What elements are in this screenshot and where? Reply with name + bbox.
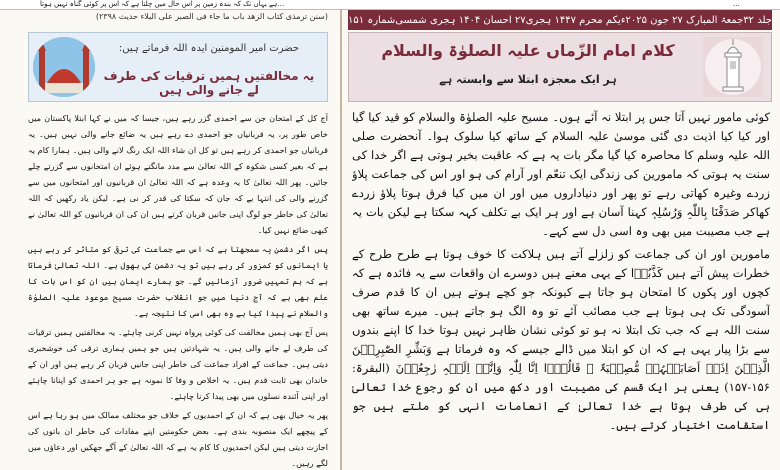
right-paragraph: مامورین اور ان کی جماعت کو زلزلے آتے ہیں ہلاکت کا خوف ہوتا ہے طرح طرح کے خطرات پیش آتے ہیں کَذَّبُوۡا کے یہی معنے ہیں دوسرے ان واقعات سے یہ فائدہ ہے کہ کچوں اور پکوں کا امتحان ہو جاتا ہے کیونکہ جو کچے ہوتے ہیں ان کا قدم صرف آسودگی تک ہی ہوتا ہے جب مصائب آئے تو وہ الگ ہو جاتے ہیں۔ میرے ساتھ بھی سنت اللہ ہے کہ جب تک ابتلا نہ ہو تو کوئی نشان ظاہر نہیں ہوتا خدا کا اپنے بندوں سے بڑا پیار یہی ہے کہ ان کو ابتلا میں ڈالے جیسے کہ وہ فرماتا ہے وَبَشِّرِ الصّٰبِرِیۡنَ الَّذِیۡنَ اِذَاۤ اَصَابَتۡہُمۡ مُّصِیۡبَۃٌ ۙ قَالُوۡۤا اِنَّا لِلّٰہِ وَاِنَّاۤ اِلَیۡہِ رٰجِعُوۡنَ (البقرۃ: ۱۵۶-۱۵۷) یعنی ہر ایک قسم کی مصیبت اور دکھ میں ان کو رجوع خدا تعالیٰ ہی کی طرف ہوتا ہے خدا تعالیٰ کے انعامات انہی کو ملتے ہیں جو استقامت اختیار کرتے ہیں۔	[352, 247, 770, 432]
left-paragraph: پھر یہ خیال بھی ہے کہ ان کے احمدیوں کے خلاف جو مختلف ممالک میں ہو رہا ہے اس کے پیچھے ایک منصوبہ بندی ہے۔ بعض حکومتیں اپنے مفادات کی خاطر ان باتوں کی اجازت دیتی ہیں لیکن احمدیوں کا کام یہ ہے کہ اللہ تعالیٰ کے آگے جھکیں اور دعاؤں میں لگے رہیں۔	[28, 410, 328, 468]
left-header-banner	[28, 32, 328, 102]
issue-number: شمارہ ۱۵۱	[348, 14, 396, 26]
top-strip	[0, 0, 780, 10]
column-divider	[340, 10, 342, 470]
right-header-banner	[348, 32, 772, 102]
right-article-body	[352, 108, 770, 470]
top-strip-right: …	[733, 0, 740, 8]
left-paragraph: پس آج بھی ہمیں مخالفت کی کوئی پرواہ نہیں کرنی چاہئے۔ یہ مخالفتیں ہمیں ترقیات کی طرف لے جانے والی ہیں۔ یہ شہادتیں ہیں جو ہمیں ہماری ترقی کی خوشخبری دیتی ہیں۔ جماعت کے افراد جماعت کی خاطر اپنی جانیں قربان کر رہے ہیں اور ان کے خاندان بھی ثابت قدم ہیں۔ یہ اخلاص و وفا کا نمونہ ہے جو ہر احمدی کو اپنانا چاہئے اور اپنی آئندہ نسلوں میں بھی پیدا کرنا چاہئے۔	[28, 327, 328, 401]
right-title: کلام امام الزّماں علیہ الصلوٰۃ والسلام	[381, 41, 675, 60]
date-bar	[348, 10, 772, 30]
hadith-reference: (سنن ترمذی کتاب الزھد باب ما جاء فی الصبر علی البلاء حدیث ۲۳۹۸)	[95, 12, 328, 21]
hijri-date: یکم محرم ۱۴۴۷ ہجری	[525, 14, 621, 26]
mosque-icon	[33, 37, 95, 97]
gregorian-date: جمعۃ المبارک ۲۷ جون ۲۰۲۵ء	[620, 14, 744, 26]
left-paragraph: آج کل کے امتحان جن سے احمدی گزر رہے ہیں، جیسا کہ میں نے کہا ابتلا پاکستان میں خاص طور پر، یہ قربانیاں جو احمدی دے رہے ہیں یہ ضائع جانے والی نہیں ہیں۔ یہ قربانیاں جو احمدی کر رہے ہیں تو کل ان شاء اللہ ایک رنگ لانے والی ہیں۔ ہمارا کام یہ ہے کہ بغیر کسی شکوہ کے اللہ تعالیٰ سے مدد مانگتے ہوئے ان امتحانوں سے گزرتے چلے جائیں۔ پھر اللہ تعالیٰ کا یہ وعدہ ہے کہ اللہ تعالیٰ ان قربانیوں اور امتحانوں میں سے گزرنے والی کی انتہا بے کہ جان کہ سکتا کی قدر کر نی ہے۔ لیکن یاد رکھیں کہ اللہ تعالیٰ کی خاطر جو لوگ اپنی جانیں قربان کرتے ہیں ان کی ان قربانیوں کو اللہ تعالیٰ نے کبھی ضائع نہیں کیا۔	[28, 113, 328, 235]
top-strip-left: …ہے یہاں تک کہ بندہ زمین پر اس حال میں چلتا ہے کہ اس پر کوئی گناہ نہیں ہوتا	[40, 0, 285, 8]
minaret-icon	[703, 37, 763, 97]
right-paragraph: کوئی مامور نہیں آتا جس پر ابتلا نہ آئے ہوں۔ مسیح علیہ الصلوٰۃ والسلام کو قید کیا گیا اور کیا کیا اذیت دی گئی موسیٰ علیہ السلام کے ساتھ کیا سلوک ہوا۔ آنحضرت صلی اللہ علیہ وسلم کا محاصرہ کیا گیا مگر بات یہ ہے کہ عاقبت بخیر ہوتی ہے اگر خدا کی سنت یہ ہوتی کہ مامورین کی زندگی ایک تنعّم اور آرام کی ہو اور اس کی جماعت پلاؤ زردے وغیرہ کھاتی رہے تو پھر اور دنیاداروں میں اور ان میں کیا فرق ہوتا پلاؤ زردے کھاکر صَدَقْنَا بِاللّٰہِ وَرُسُلِہٖ کہنا آسان ہے اور ہر ایک بے تکلف کہہ سکتا ہے لیکن بات یہ ہے جب مصیبت میں بھی وہ اسی دل سے کہے۔	[352, 110, 770, 238]
volume-label: جلد ۳۲	[743, 14, 772, 26]
right-subtitle: ہر ایک معجزہ ابتلا سے وابستہ ہے	[439, 73, 617, 86]
shamsi-date: ۲۷ احسان ۱۴۰۴ ہجری شمسی	[395, 14, 526, 26]
left-paragraph: پس اگر دشمن یہ سمجھتا ہے کہ اس سے جماعت کی ترقی کو متاثر کر رہے ہیں یا ایمانوں کو کمزور کر رہے ہیں تو یہ دشمن کی بھول ہے۔ اللہ تعالیٰ فرماتا ہے کہ ہم تمہیں ضرور آزمائیں گے۔ جو ہمارے ایمان ہیں ان کو اس بات کا علم بھی ہے کہ آج دنیا میں جو انقلاب حضرت مسیح موعود علیہ الصلوٰۃ والسلام نے پیدا کیا ہے وہ بھی اسی کا نتیجہ ہے۔	[28, 244, 328, 318]
left-attribution: حضرت امیر المومنین ایدہ اللہ فرماتے ہیں:	[118, 43, 300, 54]
left-title: یہ مخالفتیں ہمیں ترقیات کی طرف لے جانے والی ہیں	[103, 69, 315, 97]
left-article-body	[28, 110, 328, 470]
